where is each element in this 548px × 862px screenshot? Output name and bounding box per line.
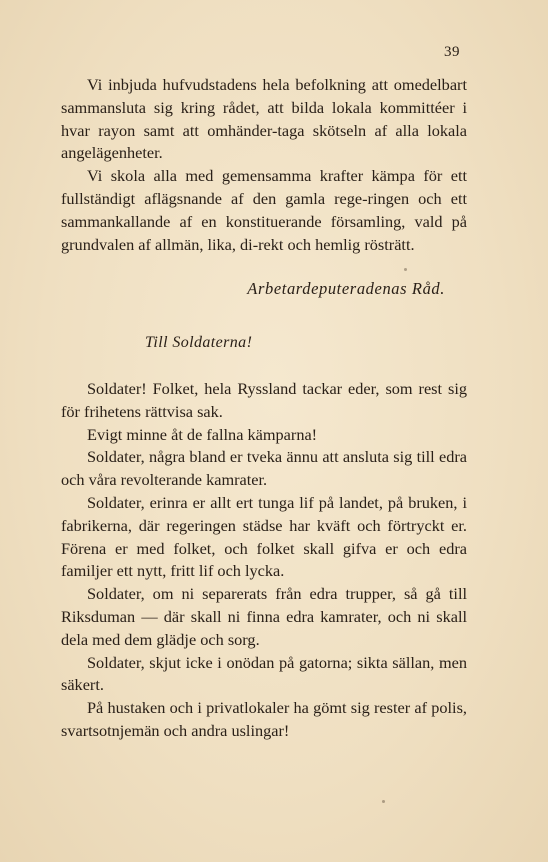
paragraph: Soldater, skjut icke i onödan på gatorna; sikta sällan, men säkert. xyxy=(61,652,467,695)
paragraph: Soldater! Folket, hela Ryssland tackar eder, som rest sig för frihetens rättvisa sak. xyxy=(61,379,467,421)
appeal-text xyxy=(61,74,467,256)
paper-speck xyxy=(404,268,407,271)
paragraph: Vi inbjuda hufvudstadens hela befolkning att omedelbart sammansluta sig kring rådet, att bilda lokala kommittéer i hvar rayon samt att omhänder-taga skötseln af alla lokala angelägenheter. xyxy=(61,75,467,163)
paragraph: På hustaken och i privatlokaler ha gömt sig rester af polis, svartsotnjemän och andra uslingar! xyxy=(61,698,467,740)
paragraph: Soldater, erinra er allt ert tunga lif på landet, på bruken, i fabrikerna, där regeringen städse har kväft och förtryckt er. Förena er med folket, och folket skall gifva er och edra familjer ett nytt, fritt lif och lycka. xyxy=(61,492,467,581)
paragraph: Vi skola alla med gemensamma krafter kämpa för ett fullständigt aflägsnande af den gamla rege-ringen och ett sammankallande af en konstituerande församling, vald på grundvalen af allmän, lika, di-rekt och hemlig rösträtt. xyxy=(61,166,467,254)
paragraph: Soldater, om ni separerats från edra trupper, så gå till Riksduman — där skall ni finna edra kamrater, och ni skall dela med dem glädje och sorg. xyxy=(61,584,467,649)
section-heading: Till Soldaterna! xyxy=(145,334,253,351)
signature: Arbetardeputeradenas Råd. xyxy=(247,279,445,298)
paragraph: Soldater, några bland er tveka ännu att ansluta sig till edra och våra revolterande kamrater. xyxy=(61,447,467,490)
soldiers-appeal-text xyxy=(61,378,467,743)
paragraph: Evigt minne åt de fallna kämparna! xyxy=(87,424,318,444)
page-number: 39 xyxy=(444,44,460,60)
paper-speck xyxy=(382,800,385,803)
